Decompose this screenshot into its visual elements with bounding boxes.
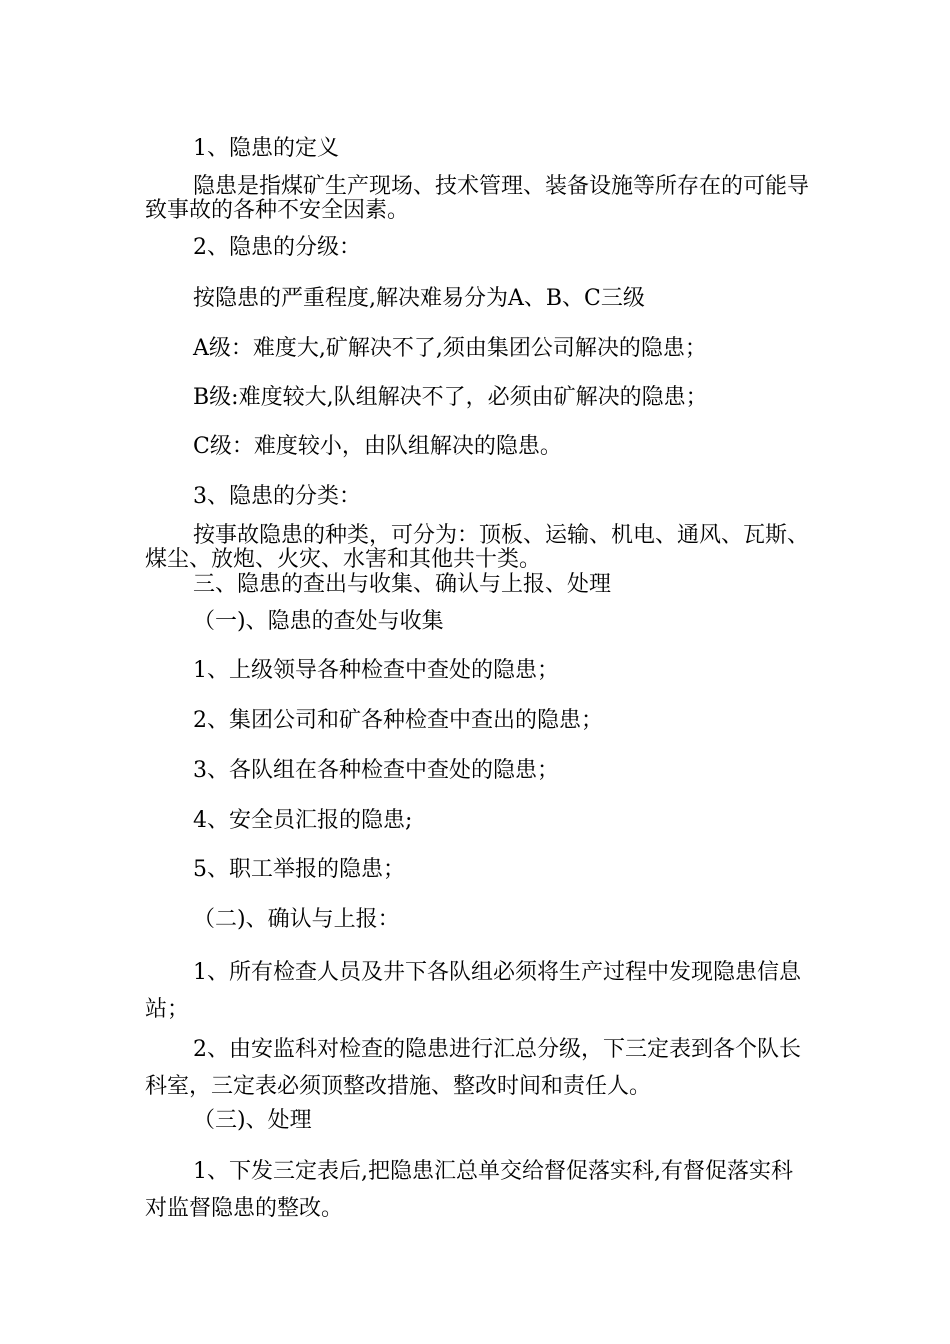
list-item-5: 5、职工举报的隐患； [193,857,405,882]
heading-classification: 3、隐患的分类： [193,484,361,509]
list-item-4: 4、安全员汇报的隐患; [193,808,413,833]
paragraph-report-1: 1、所有检查人员及井下各队组必须将生产过程中发现隐患信息站； [145,960,801,1022]
paragraph-handling-1: 1、下发三定表后,把隐患汇总单交给督促落实科,有督促落实科对监督隐患的整改。 [145,1159,793,1221]
paragraph-grading-intro: 按隐患的严重程度,解决难易分为A、B、C三级 [193,286,645,311]
list-item-2: 2、集团公司和矿各种检查中查出的隐患； [193,708,603,733]
subheading-three: （三)、处理 [193,1108,312,1133]
paragraph-classification: 按事故隐患的种类，可分为：顶板、运输、机电、通风、瓦斯、煤尘、放炮、火灾、水害和其他共十类。 [145,523,810,572]
list-item-1: 1、上级领导各种检查中查处的隐患； [193,658,559,683]
paragraph-report-2: 2、由安监科对检查的隐患进行汇总分级，下三定表到各个队长科室，三定表必须顶整改措施、整改时间和责任人。 [145,1037,801,1099]
paragraph-grade-b: B级:难度较大,队组解决不了，必须由矿解决的隐患； [193,385,708,410]
heading-definition: 1、隐患的定义 [193,136,339,161]
paragraph-grade-c: C级：难度较小，由队组解决的隐患。 [193,434,562,459]
subheading-two: （二)、确认与上报： [193,907,400,932]
section-heading-three: 三、隐患的查出与收集、确认与上报、处理 [193,572,612,597]
paragraph-definition: 隐患是指煤矿生产现场、技术管理、装备设施等所存在的可能导致事故的各种不安全因素。 [145,174,810,223]
subheading-one: （一)、隐患的查处与收集 [193,609,444,634]
heading-grading: 2、隐患的分级： [193,235,361,260]
list-item-3: 3、各队组在各种检查中查处的隐患； [193,758,559,783]
paragraph-grade-a: A级：难度大,矿解决不了,须由集团公司解决的隐患； [193,336,707,361]
